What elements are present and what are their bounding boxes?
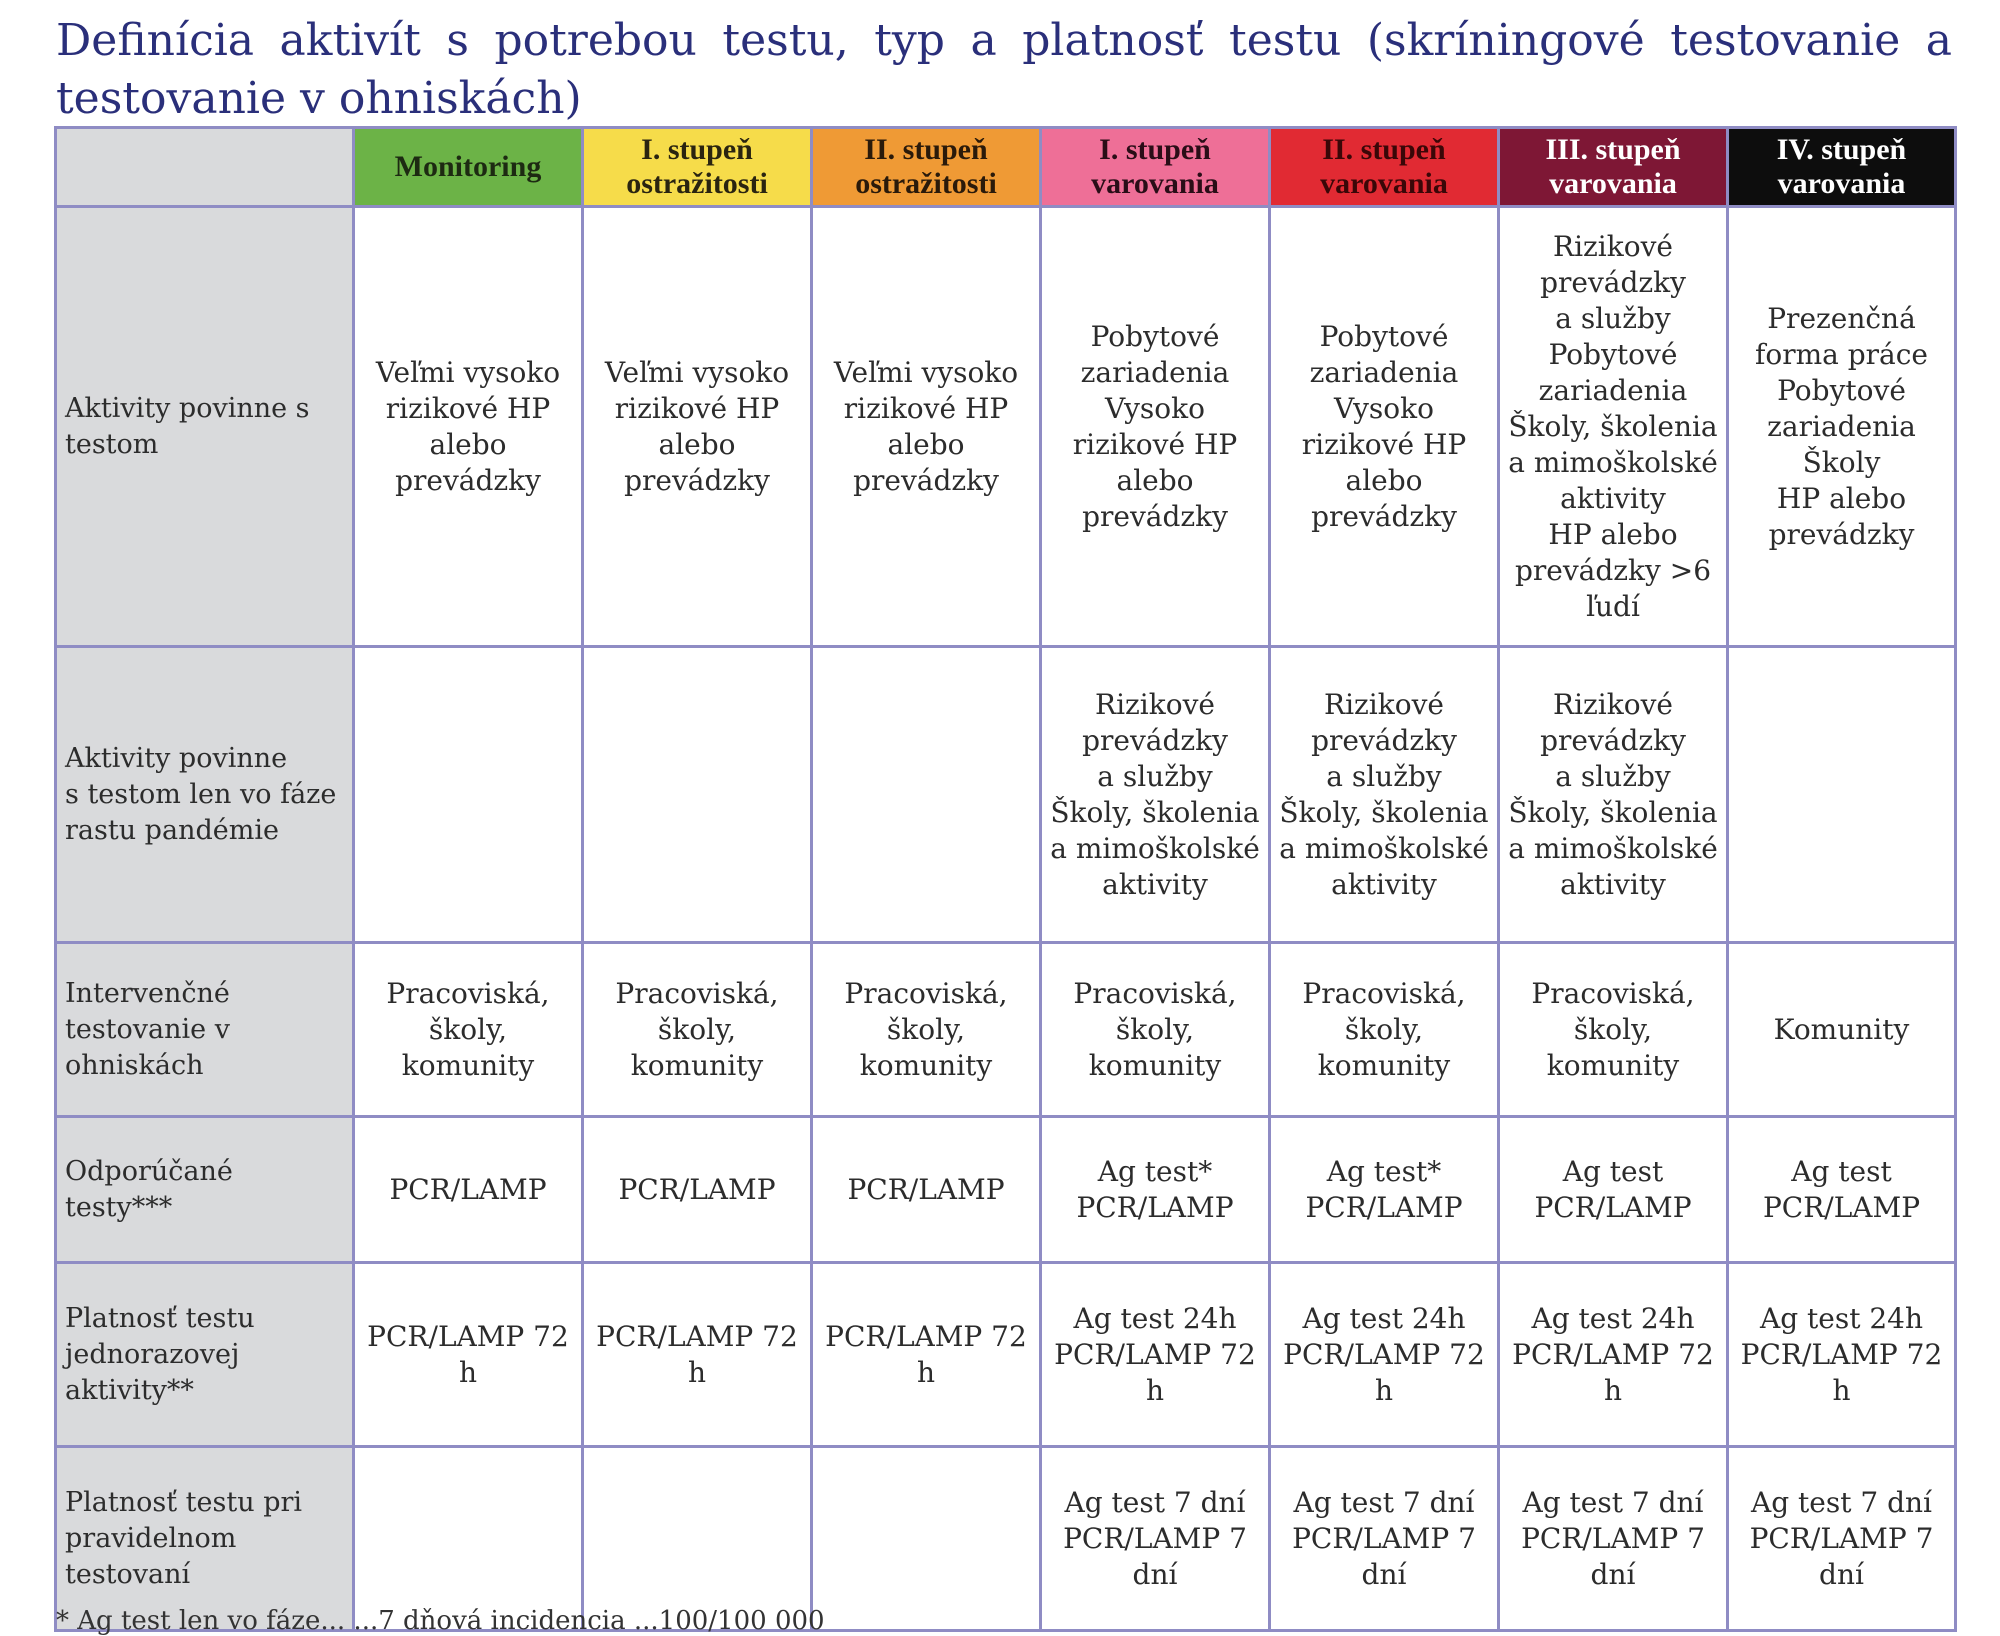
table-cell: Ag test* PCR/LAMP <box>1270 1117 1499 1263</box>
table-cell: Pobytové zariadenia Vysoko rizikové HP alebo prevádzky <box>1041 207 1270 647</box>
table-cell: Rizikové prevádzky a služby Školy, školenia a mimoškolské aktivity <box>1041 647 1270 943</box>
column-header-varovanie-2: II. stupeň varovania <box>1270 128 1499 207</box>
row-header: Platnosť testu pri pravidelnom testovaní <box>56 1447 354 1631</box>
row-header: Platnosť testu jednorazovej aktivity** <box>56 1263 354 1447</box>
table-cell: Rizikové prevádzky a služby Pobytové zariadenia Školy, školenia a mimoškolské aktivity HP alebo prevádzky >6 ľudí <box>1499 207 1728 647</box>
table-cell: Prezenčná forma práce Pobytové zariadenia Školy HP alebo prevádzky <box>1728 207 1956 647</box>
row-header: Aktivity povinne s testom <box>56 207 354 647</box>
table-cell: Ag test PCR/LAMP <box>1728 1117 1956 1263</box>
table-cell: Pracoviská, školy, komunity <box>1270 943 1499 1117</box>
row-header: Aktivity povinne s testom len vo fáze rastu pandémie <box>56 647 354 943</box>
column-header-monitoring: Monitoring <box>354 128 583 207</box>
table-cell: Ag test 7 dní PCR/LAMP 7 dní <box>1728 1447 1956 1631</box>
table-cell <box>1728 647 1956 943</box>
table-cell <box>354 1447 583 1631</box>
column-header-varovanie-4: IV. stupeň varovania <box>1728 128 1956 207</box>
table-cell <box>583 647 812 943</box>
table-cell: Pracoviská, školy, komunity <box>812 943 1041 1117</box>
table-cell: PCR/LAMP 72 h <box>812 1263 1041 1447</box>
table-cell: Ag test 24h PCR/LAMP 72 h <box>1728 1263 1956 1447</box>
column-header-varovanie-3: III. stupeň varovania <box>1499 128 1728 207</box>
table-row-platnost-jednorazovej <box>56 1263 1956 1447</box>
footnote: * Ag test len vo fáze... ...7 dňová incidencia ...100/100 000 <box>56 1606 825 1636</box>
table-cell <box>812 1447 1041 1631</box>
table-cell: Pracoviská, školy, komunity <box>354 943 583 1117</box>
header-row <box>56 128 1956 207</box>
table-cell <box>583 1447 812 1631</box>
table-row-intervencne-testovanie <box>56 943 1956 1117</box>
table-row-platnost-pravidelne <box>56 1447 1956 1631</box>
table-cell <box>812 647 1041 943</box>
table-cell: PCR/LAMP 72 h <box>354 1263 583 1447</box>
table-cell: Pracoviská, školy, komunity <box>1499 943 1728 1117</box>
table-cell: PCR/LAMP <box>812 1117 1041 1263</box>
table-cell: Rizikové prevádzky a služby Školy, školenia a mimoškolské aktivity <box>1270 647 1499 943</box>
table-cell: Ag test PCR/LAMP <box>1499 1117 1728 1263</box>
testing-table <box>54 126 1957 1632</box>
table-cell <box>354 647 583 943</box>
table-cell: Veľmi vysoko rizikové HP alebo prevádzky <box>354 207 583 647</box>
row-header: Intervenčné testovanie v ohniskách <box>56 943 354 1117</box>
table-cell: Komunity <box>1728 943 1956 1117</box>
column-header-ostrazitost-2: II. stupeň ostražitosti <box>812 128 1041 207</box>
table-cell: PCR/LAMP <box>583 1117 812 1263</box>
table-cell: PCR/LAMP 72 h <box>583 1263 812 1447</box>
table-cell: Pobytové zariadenia Vysoko rizikové HP alebo prevádzky <box>1270 207 1499 647</box>
corner-cell <box>56 128 354 207</box>
table-cell: Veľmi vysoko rizikové HP alebo prevádzky <box>583 207 812 647</box>
table-row-faza-rastu <box>56 647 1956 943</box>
page-title: Definícia aktivít s potrebou testu, typ a platnosť testu (skríningové testovanie a testovanie v ohniskách) <box>56 15 1952 124</box>
table-cell: Ag test* PCR/LAMP <box>1041 1117 1270 1263</box>
table-row-povinne-s-testom <box>56 207 1956 647</box>
table-cell: Veľmi vysoko rizikové HP alebo prevádzky <box>812 207 1041 647</box>
table-cell: Ag test 7 dní PCR/LAMP 7 dní <box>1270 1447 1499 1631</box>
table-cell: Ag test 24h PCR/LAMP 72 h <box>1270 1263 1499 1447</box>
table-cell: PCR/LAMP <box>354 1117 583 1263</box>
row-header: Odporúčané testy*** <box>56 1117 354 1263</box>
column-header-ostrazitost-1: I. stupeň ostražitosti <box>583 128 812 207</box>
column-header-varovanie-1: I. stupeň varovania <box>1041 128 1270 207</box>
table-cell: Pracoviská, školy, komunity <box>583 943 812 1117</box>
table-row-odporucane-testy <box>56 1117 1956 1263</box>
table-cell: Pracoviská, školy, komunity <box>1041 943 1270 1117</box>
table-cell: Ag test 7 dní PCR/LAMP 7 dní <box>1499 1447 1728 1631</box>
table-cell: Rizikové prevádzky a služby Školy, školenia a mimoškolské aktivity <box>1499 647 1728 943</box>
table-cell: Ag test 24h PCR/LAMP 72 h <box>1499 1263 1728 1447</box>
table-cell: Ag test 24h PCR/LAMP 72 h <box>1041 1263 1270 1447</box>
table-cell: Ag test 7 dní PCR/LAMP 7 dní <box>1041 1447 1270 1631</box>
